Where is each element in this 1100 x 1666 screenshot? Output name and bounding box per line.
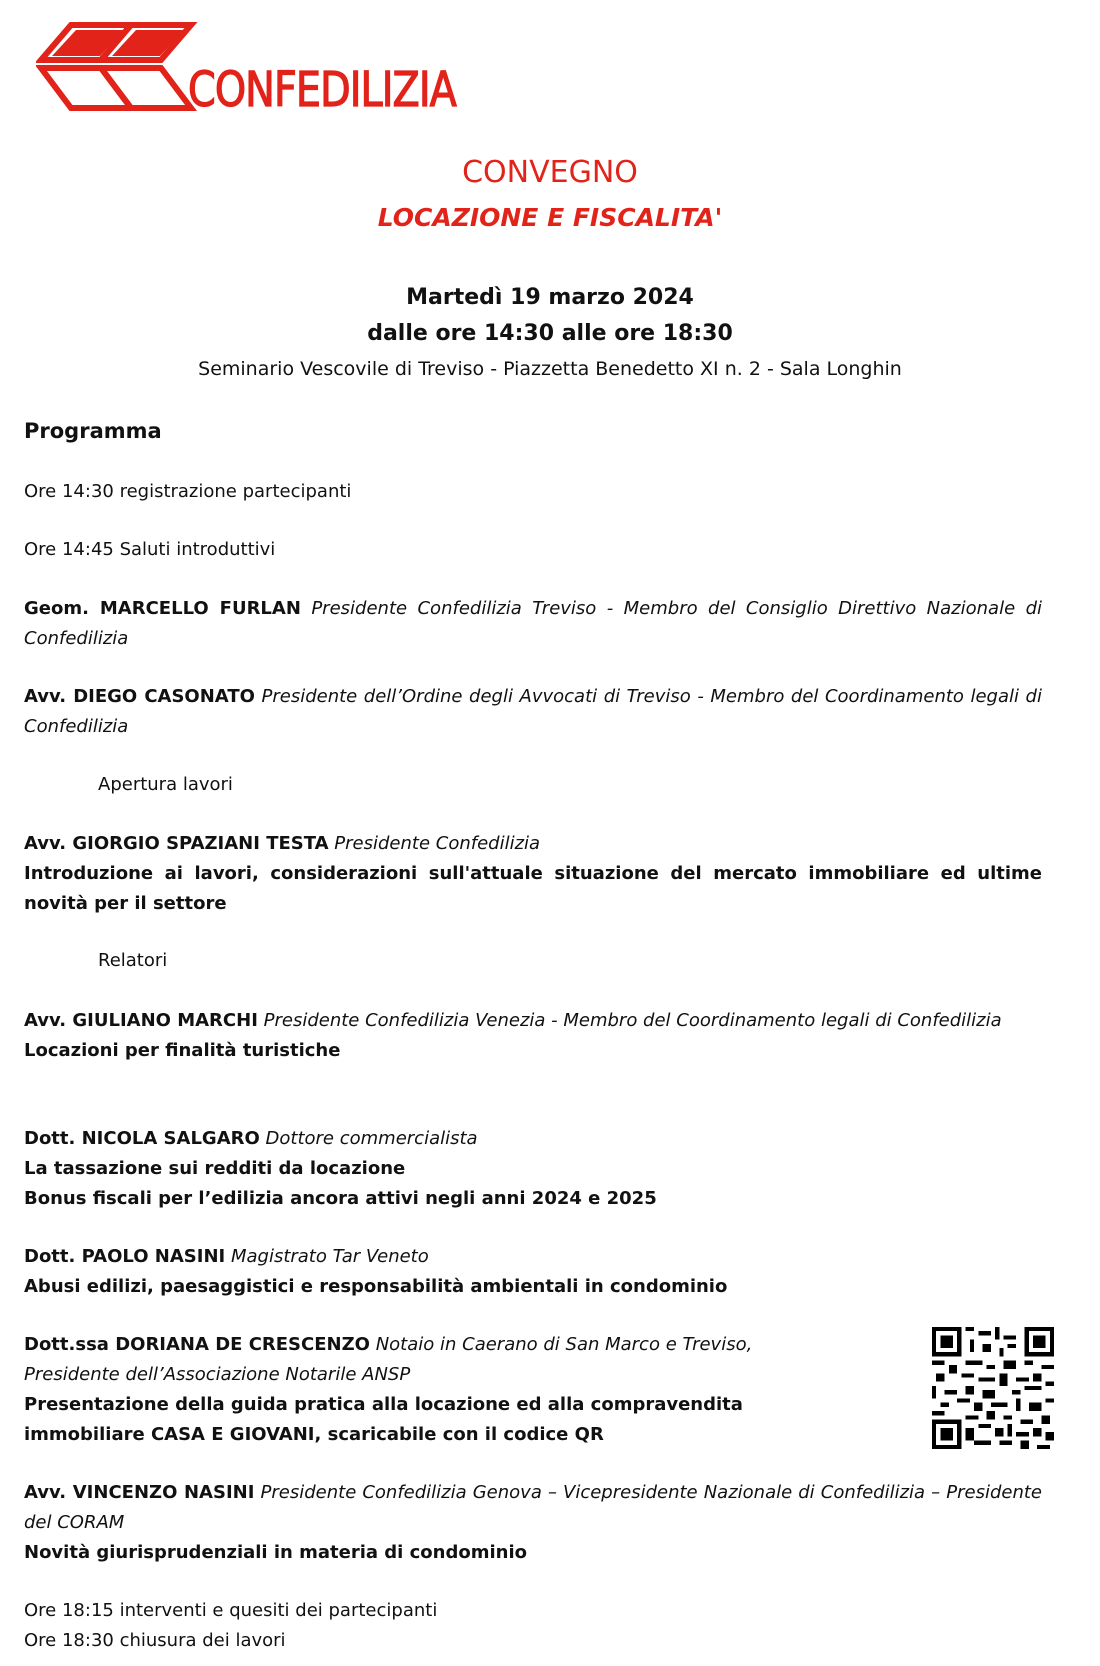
qr-code-icon[interactable] <box>932 1327 1054 1449</box>
greetings-item: Ore 14:45 Saluti introduttivi <box>24 539 276 560</box>
speaker-role: Dottore commercialista <box>265 1128 478 1149</box>
talk-topic: Introduzione ai lavori, considerazioni sull'attuale situazione del mercato immobiliare ed ultime novità per il settore <box>24 863 1042 914</box>
talk-topic: Presentazione della guida pratica alla locazione ed alla compravendita <box>24 1394 743 1415</box>
speaker-name: Dott.ssa DORIANA DE CRESCENZO <box>24 1334 370 1355</box>
confedilizia-logo <box>36 20 456 116</box>
q-and-a-item: Ore 18:15 interventi e quesiti dei partecipanti <box>24 1600 438 1621</box>
speaker-marchi <box>24 1006 1042 1066</box>
event-subtitle: LOCAZIONE E FISCALITA' <box>377 203 723 232</box>
speaker-spaziani <box>24 829 1042 919</box>
speaker-name: Avv. GIULIANO MARCHI <box>24 1010 258 1031</box>
speaker-name: Avv. GIORGIO SPAZIANI TESTA <box>24 833 329 854</box>
event-type-title: CONVEGNO <box>462 155 638 190</box>
event-venue: Seminario Vescovile di Treviso - Piazzetta Benedetto XI n. 2 - Sala Longhin <box>198 358 902 380</box>
event-date: Martedì 19 marzo 2024 <box>406 285 694 310</box>
registration-item: Ore 14:30 registrazione partecipanti <box>24 481 352 502</box>
talk-topic: Abusi edilizi, paesaggistici e responsabilità ambientali in condominio <box>24 1276 728 1297</box>
speaker-name: Geom. MARCELLO FURLAN <box>24 598 301 619</box>
talk-topic: immobiliare CASA E GIOVANI, scaricabile con il codice QR <box>24 1424 604 1445</box>
speaker-role: Presidente dell’Associazione Notarile ANSP <box>24 1364 411 1385</box>
speaker-role: Presidente dell’Ordine degli Avvocati di Treviso - Membro del Coordinamento legali di Confedilizia <box>24 686 1042 737</box>
speaker-role: Notaio in Caerano di San Marco e Treviso, <box>375 1334 753 1355</box>
speaker-role: Magistrato Tar Veneto <box>230 1246 429 1267</box>
closing-item: Ore 18:30 chiusura dei lavori <box>24 1630 286 1651</box>
speaker-name: Avv. VINCENZO NASINI <box>24 1482 255 1503</box>
speaker-paolo-nasini <box>24 1242 1042 1302</box>
speaker-casonato <box>24 682 1042 742</box>
speaker-de-crescenzo <box>24 1330 904 1450</box>
speakers-label: Relatori <box>98 950 168 971</box>
speaker-salgaro <box>24 1124 1042 1214</box>
speaker-name: Avv. DIEGO CASONATO <box>24 686 255 707</box>
speaker-vincenzo-nasini <box>24 1478 1042 1568</box>
qr-code-graphic <box>932 1327 1054 1449</box>
speaker-role: Presidente Confedilizia <box>334 833 541 854</box>
speaker-role: Presidente Confedilizia Treviso - Membro del Consiglio Direttivo Nazionale di Confedilizia <box>24 598 1042 649</box>
talk-topic: Bonus fiscali per l’edilizia ancora attivi negli anni 2024 e 2025 <box>24 1188 657 1209</box>
speaker-name: Dott. NICOLA SALGARO <box>24 1128 260 1149</box>
speaker-name: Dott. PAOLO NASINI <box>24 1246 226 1267</box>
talk-topic: La tassazione sui redditi da locazione <box>24 1158 406 1179</box>
speaker-role: Presidente Confedilizia Genova – Vicepresidente Nazionale di Confedilizia – Presidente del CORAM <box>24 1482 1042 1533</box>
speaker-furlan <box>24 594 1042 654</box>
logo-wordmark: CONFEDILIZIA <box>188 62 456 118</box>
talk-topic: Locazioni per finalità turistiche <box>24 1040 341 1061</box>
program-heading: Programma <box>24 419 162 443</box>
speaker-role: Presidente Confedilizia Venezia - Membro del Coordinamento legali di Confedilizia <box>263 1010 1002 1031</box>
talk-topic: Novità giurisprudenziali in materia di condominio <box>24 1542 527 1563</box>
event-time: dalle ore 14:30 alle ore 18:30 <box>367 321 733 346</box>
opening-label: Apertura lavori <box>98 774 233 795</box>
